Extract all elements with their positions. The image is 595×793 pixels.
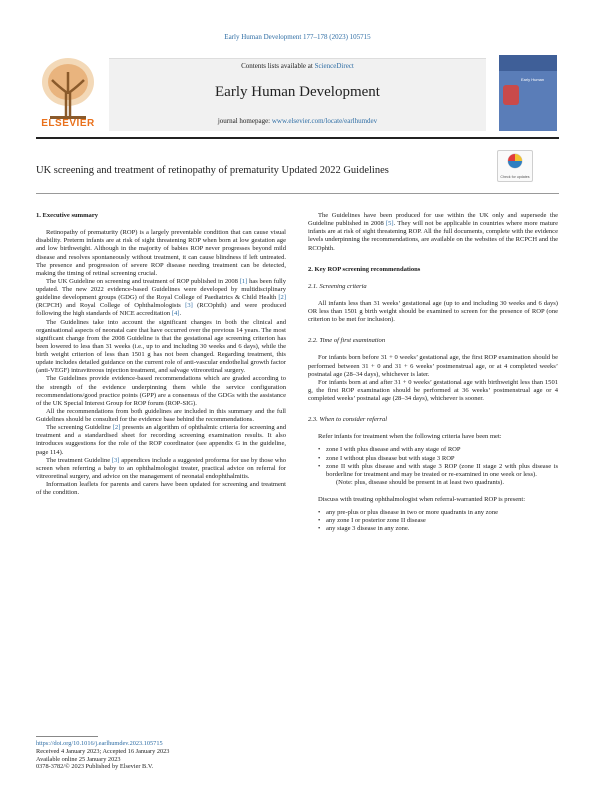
list-item: • any zone I or posterior zone II disease (318, 517, 426, 525)
paragraph-screening-guideline: The screening Guideline [2] presents an algorithm of ophthalmic criteria for screening and treatment and a standardised sheet for recording screening examination results. It also introduces suggestions for the role of the ROP coordinator (see appendix G in the guideline, page 114). (36, 424, 286, 456)
left-column (36, 212, 286, 497)
paragraph-treatment-guideline: The treatment Guideline [3] appendices include a suggested proforma for use by those who screen when referring a baby to an ophthalmologist treater, practical advice on referral for vitreoretinal surgery, and advice on the management of neonatal endophthalmitis. (36, 456, 286, 480)
copyright-line: 0378-3782/© 2023 Published by Elsevier B.V. (36, 763, 154, 771)
title-divider (36, 193, 559, 194)
section-2-1-heading: 2.1. Screening criteria (308, 282, 367, 290)
doi-link[interactable]: https://doi.org/10.1016/j.earlhumdev.2023.105715 (36, 740, 163, 747)
crossmark-label: Check for updates (500, 175, 530, 179)
publisher-wordmark: ELSEVIER (41, 118, 95, 129)
available-online-date: Available online 25 January 2023 (36, 755, 121, 763)
contents-prefix: Contents lists available at (241, 62, 315, 70)
ref-1-link[interactable]: [1] (239, 277, 248, 285)
journal-title: Early Human Development (215, 84, 380, 100)
journal-homepage-line (109, 117, 486, 125)
sciencedirect-link[interactable]: ScienceDirect (314, 62, 354, 70)
list-item: • zone I with plus disease and with any stage of ROP (318, 446, 461, 454)
ref-4-link[interactable]: [4] (171, 310, 180, 318)
paragraph-evidence: The Guidelines provide evidence-based recommendations which are graded according to the strength of the evidence underpinning them while the service configuration recommendations/good practice points (GPP) are a consensus of the GDGs with the assistance of the UK Special Interest Group for ROP forum (ROP-SIG). (36, 375, 286, 407)
paragraph-guideline-update: The UK Guideline on screening and treatment of ROP published in 2008 [1] has been fully updated. The new 2022 evidence-based Guidelines were developed by multidisciplinary guideline development groups (GDG) of the Royal College of Paediatrics & Child Health [2] (RCPCH) and Royal College of Ophthalmologists [3] (RCOphth) and were produced following the high standards of NICE accreditation [4]. (36, 277, 286, 318)
header-divider (36, 137, 559, 139)
check-for-updates-badge[interactable] (497, 150, 533, 182)
footer-divider (36, 736, 98, 737)
paragraph-rop-intro: Retinopathy of prematurity (ROP) is a largely preventable condition that can cause visual disability. Preterm infants are at risk of sight threatening ROP when born at low gestation age and low birthweight. Although in the majority of babies ROP never progresses beyond mild disease and resolves spontaneously without treatment, it can cause blindness if left untreated. The presence and progression of severe ROP disease needing treatment can be detected, making the timing of retinal screening crucial. (36, 229, 286, 277)
right-column (308, 212, 558, 534)
list-item: • any stage 3 disease in any zone. (318, 525, 410, 533)
received-dates: Received 4 January 2023; Accepted 16 January 2023 (36, 747, 170, 755)
section-2-2-heading: 2.2. Time of first examination (308, 337, 386, 345)
homepage-link[interactable]: www.elsevier.com/locate/earlhumdev (271, 117, 378, 125)
paragraph-recommendations: All the recommendations from both guidelines are included in this summary and the full Guidelines should be consulted for the evidence base behind the recommendations. (36, 407, 286, 423)
ref-2b-link[interactable]: [2] (112, 424, 121, 432)
ref-2-link[interactable]: [2] (278, 294, 286, 302)
referral-criteria-list (308, 446, 558, 479)
ref-5-link[interactable]: [5] (385, 220, 394, 228)
list-item: • zone II with plus disease and with stage 3 ROP (zone II stage 2 with plus disease is borderline for treatment and may be treated or re-examined in one week or less). (318, 462, 558, 478)
discuss-criteria-list (308, 509, 558, 533)
cover-band (499, 55, 557, 71)
list-item: • any pre-plus or plus disease in two or more quadrants in any zone (318, 509, 498, 517)
section-2-heading: 2. Key ROP screening recommendations (308, 265, 421, 273)
ref-3b-link[interactable]: [3] (111, 456, 120, 464)
cover-title: Early Human (521, 77, 545, 82)
ref-3-link[interactable]: [3] (185, 302, 193, 310)
paragraph-first-exam-before-31: For infants born before 31 + 0 weeks’ gestational age, the first ROP examination should be performed between 31 + 0 and 31 + 6 weeks’ postmenstrual age, or at 4 completed weeks’ postnatal age (28–34 days), whichever is later. (308, 354, 558, 378)
plus-disease-note: (Note: plus, disease should be present in at least two quadrants). (336, 478, 504, 486)
paragraph-changes: The Guidelines take into account the significant changes in both the clinical and organisational aspects of neonatal care that have occurred over the previous 14 years. The most significant change from the 2008 Guideline is that the gestational age screening criterion has been lowered to less than 31 weeks (i.e., up to and including 30 weeks and 6 days), while the birth weight criterion of less than 1501 g has not been changed. Regarding treatment, this update includes detailed guidance on the current role of anti-vascular endothelial growth factor (anti-VEGF) intravitreous injection treatment, and salvage vitreoretinal surgery. (36, 318, 286, 375)
section-1-heading: 1. Executive summary (36, 212, 99, 219)
paragraph-screening-criteria: All infants less than 31 weeks’ gestational age (up to and including 30 weeks and 6 days) OR less than 1501 g birth weight should be examined to screen for the presence of ROP (one criterion to be met for inclusion). (308, 299, 558, 324)
paragraph-first-exam-after-31: For infants born at and after 31 + 0 weeks’ gestational age with birthweight less than 1501 g, the first ROP examination should be performed at 36 weeks’ postmenstrual age or 4 completed weeks’ postnatal age (28–34 days), whichever is sooner. (308, 378, 558, 402)
journal-citation[interactable]: Early Human Development 177–178 (2023) 105715 (224, 33, 371, 41)
crossmark-icon (498, 151, 532, 171)
article-footer (36, 740, 169, 771)
paragraph-refer-criteria: Refer infants for treatment when the following criteria have been met: (318, 433, 502, 441)
list-item: • zone I without plus disease but with stage 3 ROP (318, 454, 455, 462)
section-2-3-heading: 2.3. When to consider referral (308, 416, 388, 424)
article-title: UK screening and treatment of retinopathy of prematurity Updated 2022 Guidelines (36, 165, 389, 176)
homepage-prefix: journal homepage: (217, 117, 272, 125)
cover-picture (503, 85, 519, 105)
paragraph-discuss: Discuss with treating ophthalmologist when referral-warranted ROP is present: (318, 496, 526, 503)
paragraph-uk-scope: The Guidelines have been produced for use within the UK only and supersede the Guideline published in 2008 [5]. They will not be applicable in countries where more mature infants are at risk of sight threatening ROP. All the full documents, complete with the evidence levels underpinning the recommendations, are available on the websites of the RCPCH and the RCOphth. (308, 212, 558, 252)
journal-cover-image (499, 55, 557, 131)
paragraph-information-leaflets: Information leaflets for parents and carers have been updated for screening and treatment of the condition. (36, 481, 286, 497)
contents-line (109, 62, 486, 70)
